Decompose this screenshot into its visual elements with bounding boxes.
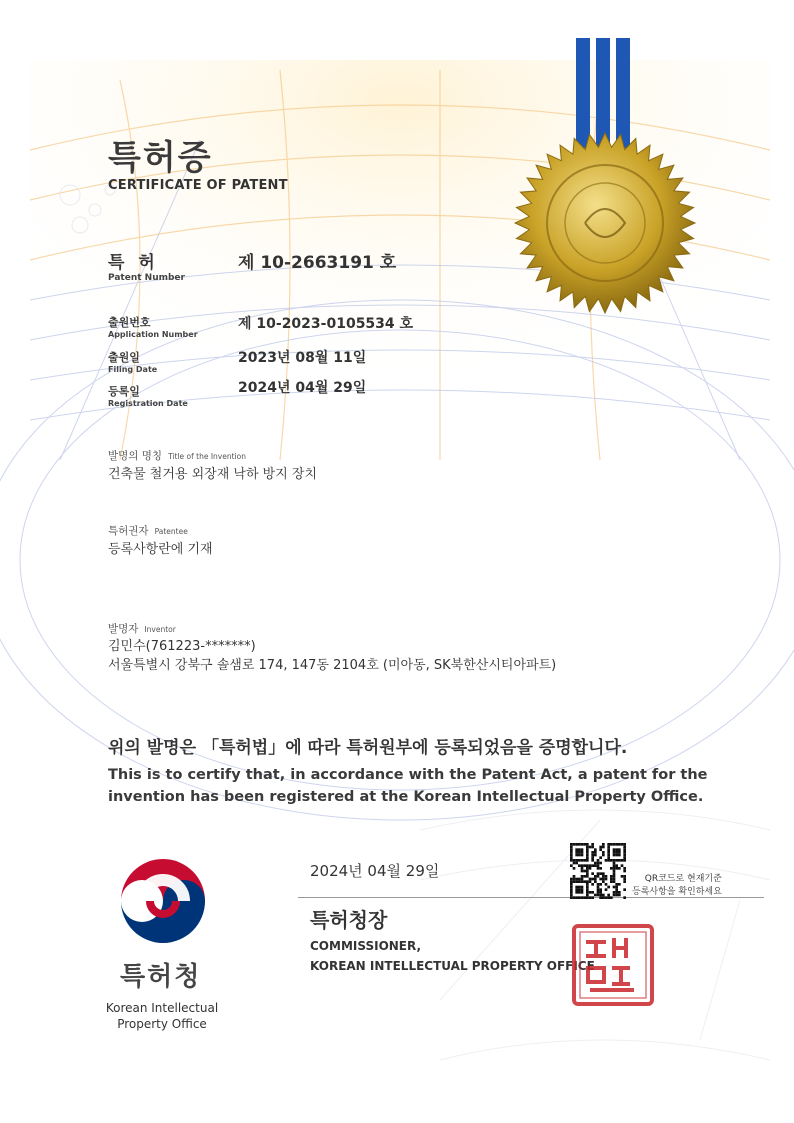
application-number-label-ko: 출원번호 (108, 316, 151, 329)
inventor-label (108, 617, 176, 636)
patentee-label (108, 519, 188, 538)
office-name-en-line1: Korean Intellectual (105, 1001, 219, 1015)
office-name-en (96, 1000, 228, 1032)
patentee-label-ko: 특허권자 (108, 525, 149, 537)
commissioner-title-en (310, 936, 595, 976)
application-number-label-en: Application Number (108, 330, 198, 339)
registration-date-label-en: Registration Date (108, 399, 188, 408)
registration-date-value: 2024년 04월 29일 (238, 380, 367, 396)
invention-label (108, 444, 246, 463)
filing-date-label-en: Filing Date (108, 365, 158, 374)
commissioner-title: 특허청장 (310, 908, 388, 932)
invention-label-ko: 발명의 명칭 (108, 450, 163, 462)
gold-seal-icon (512, 130, 698, 316)
office-name-ko: 특허청 (120, 962, 202, 992)
certificate-title: 특허증 (108, 138, 213, 178)
filing-date-label-ko: 출원일 (108, 351, 140, 364)
filing-date-label (108, 349, 157, 374)
inventor-label-en: Inventor (144, 625, 176, 634)
issue-date: 2024년 04월 29일 (310, 862, 440, 880)
invention-title: 건축물 철거용 외장재 낙하 방지 장치 (108, 467, 318, 482)
qr-note-line1: QR코드로 현재기준 (644, 874, 722, 884)
patentee-label-en: Patentee (154, 527, 188, 536)
registration-date-label (108, 383, 188, 408)
statement-en: This is to certify that, in accordance with the Patent Act, a patent for the invention has been registered at the Korean Intellectual Property Office. (108, 767, 708, 805)
certificate-title-en: CERTIFICATE OF PATENT (108, 178, 288, 193)
statement-ko: 위의 발명은 「특허법」에 따라 특허원부에 등록되었음을 증명합니다. (108, 738, 628, 758)
commissioner-title-en-line1: COMMISSIONER, (310, 939, 422, 953)
qr-code-icon[interactable] (570, 843, 626, 899)
inventor-address: 서울특별시 강북구 솔샘로 174, 147동 2104호 (미아동, SK북한산시티아파트) (108, 658, 557, 673)
inventor-name: 김민수(761223-*******) (108, 639, 256, 654)
kipo-logo-icon (120, 858, 206, 944)
filing-date-value: 2023년 08월 11일 (238, 350, 367, 366)
qr-note-line2: 등록사항을 확인하세요 (632, 887, 722, 897)
application-number-value: 제 10-2023-0105534 호 (238, 316, 414, 332)
patentee-value: 등록사항란에 기재 (108, 542, 213, 557)
invention-label-en: Title of the Invention (168, 452, 246, 461)
commissioner-title-en-line2: KOREAN INTELLECTUAL PROPERTY OFFICE (310, 959, 595, 973)
registration-date-label-ko: 등록일 (108, 385, 140, 398)
patent-number-value: 제 10-2663191 호 (238, 253, 397, 273)
qr-note (632, 873, 722, 899)
official-stamp-icon (568, 920, 658, 1010)
office-name-en-line2: Property Office (117, 1017, 207, 1031)
patent-number-label-ko: 특 허 (108, 253, 159, 273)
patent-number-label-en: Patent Number (108, 273, 185, 283)
inventor-label-ko: 발명자 (108, 623, 139, 635)
application-number-label (108, 314, 198, 339)
patent-number-label (108, 248, 185, 283)
